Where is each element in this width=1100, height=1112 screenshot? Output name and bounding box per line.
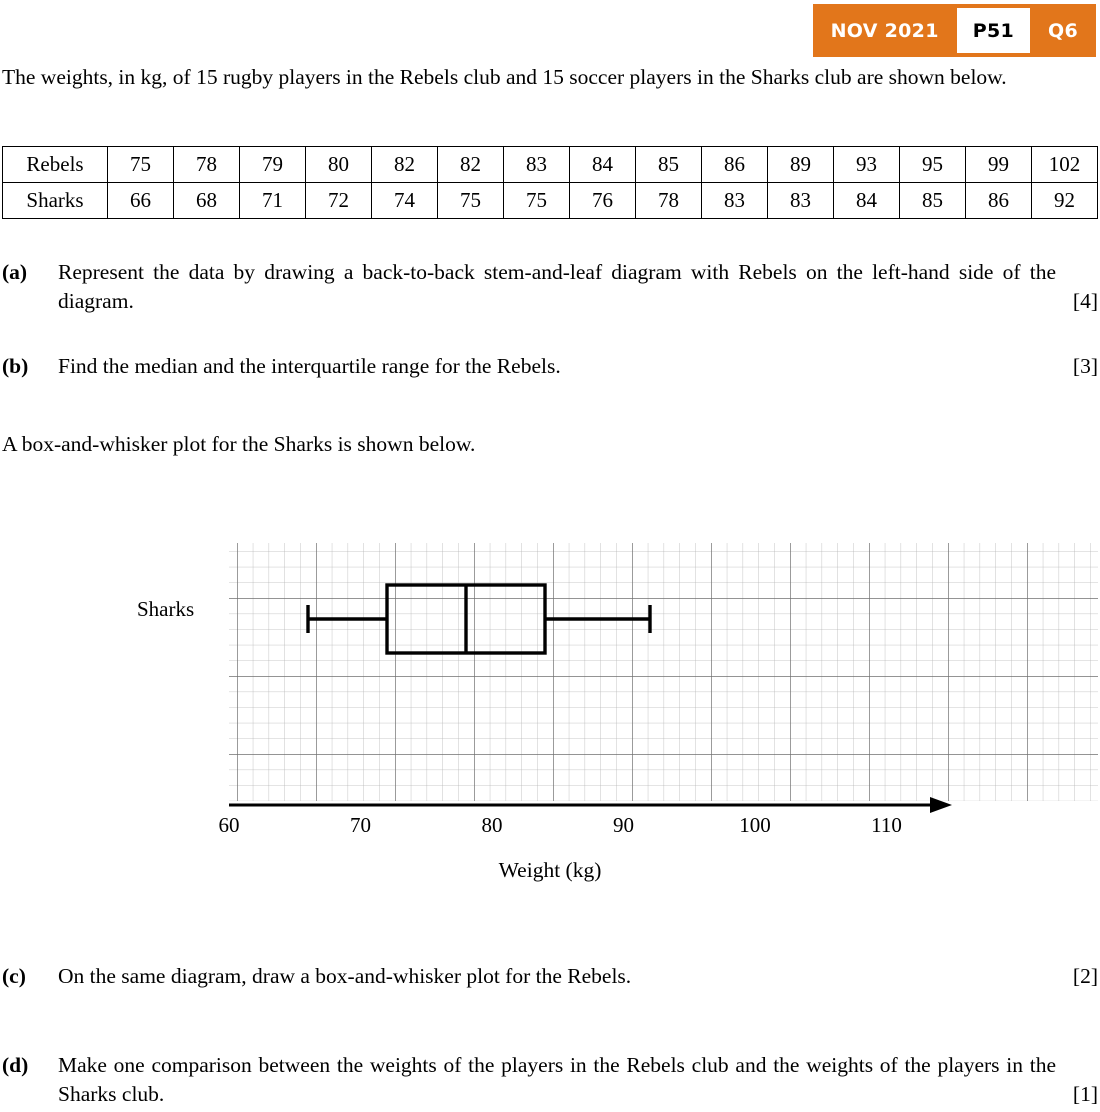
row-label-sharks: Sharks: [3, 183, 108, 219]
weights-data-table: [2, 146, 1098, 219]
part-a-tag: (a): [2, 260, 28, 284]
cell: 79: [240, 147, 306, 183]
x-tick-label: 70: [350, 813, 371, 837]
cell: 83: [768, 183, 834, 219]
part-b-tag: (b): [2, 354, 29, 378]
cell: 78: [174, 147, 240, 183]
cell: 80: [306, 147, 372, 183]
part-c-marks: [2]: [1072, 964, 1098, 988]
cell: 82: [438, 147, 504, 183]
cell: 89: [768, 147, 834, 183]
badge-question: Q6: [1048, 19, 1078, 42]
x-tick-label: 100: [739, 813, 771, 837]
cell: 92: [1032, 183, 1098, 219]
part-a-marks: [4]: [1072, 289, 1098, 313]
cell: 85: [900, 183, 966, 219]
part-c-text: On the same diagram, draw a box-and-whisker plot for the Rebels.: [58, 964, 632, 988]
cell: 66: [108, 183, 174, 219]
lead-in-text: A box-and-whisker plot for the Sharks is shown below.: [2, 432, 476, 456]
x-axis-label: Weight (kg): [498, 858, 602, 882]
cell: 83: [504, 147, 570, 183]
cell: 78: [636, 183, 702, 219]
question-part-c: [2, 962, 1098, 991]
cell: 75: [108, 147, 174, 183]
cell: 99: [966, 147, 1032, 183]
part-a-text: Represent the data by drawing a back-to-back stem-and-leaf diagram with Rebels on the left-hand side of the diagram.: [58, 260, 1056, 313]
question-part-b: [2, 352, 1098, 381]
cell: 86: [966, 183, 1032, 219]
exam-reference-badge: [813, 4, 1096, 57]
chart-grid: [229, 543, 1098, 801]
badge-session: NOV 2021: [830, 19, 939, 42]
cell: 86: [702, 147, 768, 183]
question-part-a: [2, 258, 1098, 316]
cell: 85: [636, 147, 702, 183]
badge-paper: P51: [957, 8, 1030, 53]
part-b-marks: [3]: [1072, 354, 1098, 378]
part-d-marks: [1]: [1072, 1082, 1098, 1106]
part-c-tag: (c): [2, 964, 26, 988]
x-tick-label: 110: [871, 813, 902, 837]
cell: 75: [504, 183, 570, 219]
cell: 76: [570, 183, 636, 219]
intro-paragraph: The weights, in kg, of 15 rugby players in the Rebels club and 15 soccer players in the Sharks club are shown below.: [2, 65, 1007, 89]
table-row: [3, 183, 1098, 219]
cell: 68: [174, 183, 240, 219]
cell: 74: [372, 183, 438, 219]
row-label-rebels: Rebels: [3, 147, 108, 183]
cell: 75: [438, 183, 504, 219]
table-row: [3, 147, 1098, 183]
series-label-sharks: Sharks: [137, 597, 195, 621]
box-plot-svg: [0, 520, 1100, 900]
x-tick-label: 80: [481, 813, 503, 837]
cell: 102: [1032, 147, 1098, 183]
cell: 84: [570, 147, 636, 183]
question-part-d: [2, 1051, 1098, 1109]
cell: 93: [834, 147, 900, 183]
x-tick-label: 60: [218, 813, 240, 837]
cell: 82: [372, 147, 438, 183]
cell: 71: [240, 183, 306, 219]
part-d-text: Make one comparison between the weights of the players in the Rebels club and the weights of the players in the Sharks club.: [58, 1053, 1056, 1106]
part-b-text: Find the median and the interquartile range for the Rebels.: [58, 354, 561, 378]
cell: 84: [834, 183, 900, 219]
cell: 83: [702, 183, 768, 219]
part-d-tag: (d): [2, 1053, 29, 1077]
x-tick-label: 90: [613, 813, 634, 837]
box-whisker-chart: [0, 520, 1100, 900]
cell: 95: [900, 147, 966, 183]
cell: 72: [306, 183, 372, 219]
